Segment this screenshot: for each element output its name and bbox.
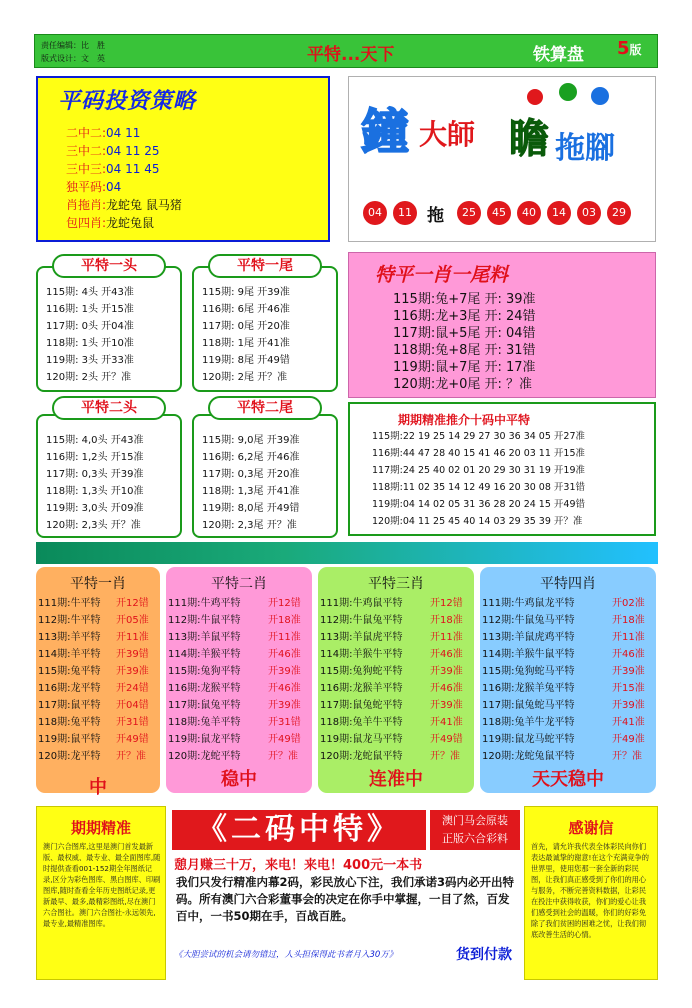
red-ball-decoration: [527, 89, 543, 105]
pingte-yitou-title: 平特一头: [52, 254, 166, 278]
row-label: 111期:牛平特: [38, 598, 101, 609]
pingte-row: 117期: 0,3尾 开20准: [202, 469, 300, 480]
row-result: 开24错: [116, 683, 149, 694]
column-row: [482, 697, 645, 714]
column-row: [38, 646, 149, 663]
row-result: 开11准: [116, 632, 149, 643]
column-row: [320, 629, 463, 646]
column-slogan: 中: [89, 777, 107, 798]
ad-footnote: 《大胆尝试的机会请勿错过，人头担保得此书者月入30万》: [174, 950, 398, 960]
row-result: 开31错: [116, 717, 149, 728]
pingte-row: 119期: 3,0头 开09准: [46, 503, 144, 514]
row-label: 120期:龙蛇兔鼠平特: [482, 751, 575, 762]
pingte-row: 118期: 1,3尾 开41准: [202, 486, 300, 497]
row-label: 115期:兔狗平特: [168, 666, 241, 677]
column-row: [168, 612, 301, 629]
row-label: 113期:羊平特: [38, 632, 101, 643]
pingte-row: 115期: 9,0尾 开39准: [202, 435, 300, 446]
banner-side: [430, 810, 520, 850]
number-ball: 40: [517, 201, 541, 225]
pingte-row: 119期: 8,0尾 开49错: [202, 503, 300, 514]
row-label: 113期:羊鼠虎平特: [320, 632, 403, 643]
row-label: 114期:羊猴牛鼠平特: [482, 649, 575, 660]
tuojiao-chars: 拖腳: [555, 131, 615, 166]
row-label: 119期:鼠龙平特: [168, 734, 241, 745]
credits: [41, 39, 105, 65]
row-result: 开49错: [268, 734, 301, 745]
row-result: 开02准: [612, 598, 645, 609]
column-row: [320, 663, 463, 680]
dashi-chars: 大師: [419, 118, 476, 151]
row-result: 开49错: [116, 734, 149, 745]
row-label: 116期:龙猴平特: [168, 683, 241, 694]
divider-band: [36, 542, 658, 564]
row-result: 开49错: [430, 734, 463, 745]
row-result: 开39准: [430, 666, 463, 677]
ten-codes-row: 120期:04 11 25 45 40 14 03 29 35 39 开？准: [372, 516, 583, 527]
edition-suffix: 版: [629, 43, 642, 57]
column-row: [320, 714, 463, 731]
strategy-value: 龙蛇兔鼠: [106, 216, 155, 230]
ten-codes-title: 期期精准推介十码中平特: [398, 413, 531, 427]
pingte-row: 120期: 2,3头 开？准: [46, 520, 141, 531]
strategy-row: [66, 160, 159, 178]
left-ad-title: 期期精准: [70, 819, 131, 837]
number-ball: 11: [393, 201, 417, 225]
bottom-section: [36, 806, 658, 980]
pingte-row: 117期: 0头 开04准: [46, 321, 134, 332]
column-row: [168, 629, 301, 646]
strategy-row: [66, 124, 140, 142]
row-label: 117期:鼠兔平特: [168, 700, 241, 711]
pingte-yiwei-box: [192, 266, 338, 392]
number-ball: 45: [487, 201, 511, 225]
column-row: [38, 697, 149, 714]
row-label: 117期:鼠兔蛇平特: [320, 700, 403, 711]
row-label: 118期:兔羊牛平特: [320, 717, 403, 728]
pingte-ertou-box: [36, 414, 182, 538]
row-label: 117期:鼠兔蛇马平特: [482, 700, 575, 711]
row-label: 118期:兔羊牛龙平特: [482, 717, 575, 728]
column-3: [318, 567, 474, 793]
column-row: [482, 680, 645, 697]
column-row: [38, 731, 149, 748]
yixiao-yiwei-box: [348, 252, 656, 398]
row-label: 112期:牛平特: [38, 615, 101, 626]
ten-codes-box: [348, 402, 656, 536]
page-header: [34, 34, 658, 68]
yixiao-row: 116期:龙+3尾 开: 24错: [393, 309, 536, 324]
column-row: [38, 595, 149, 612]
column-row: [168, 646, 301, 663]
row-label: 114期:羊猴平特: [168, 649, 241, 660]
zhong-dashi-box: [348, 76, 656, 242]
row-label: 115期:兔狗蛇平特: [320, 666, 403, 677]
pingte-row: 115期: 4,0头 开43准: [46, 435, 144, 446]
row-result: 开39准: [612, 666, 645, 677]
strategy-key: 包四肖:: [66, 216, 107, 230]
column-row: [168, 714, 301, 731]
pingte-erwei-box: [192, 414, 338, 538]
column-row: [482, 629, 645, 646]
row-result: 开39准: [612, 700, 645, 711]
strategy-value: 04 11: [106, 126, 141, 140]
yixiao-row: 115期:兔+7尾 开: 39准: [393, 292, 536, 307]
row-result: 开11准: [612, 632, 645, 643]
column-row: [38, 714, 149, 731]
pingte-row: 116期: 1,2头 开15准: [46, 452, 144, 463]
pingte-row: 118期: 1头 开10准: [46, 338, 134, 349]
strategy-key: 三中二:: [66, 144, 107, 158]
row-result: 开46准: [612, 649, 645, 660]
editor-line: 责任编辑：比 胜: [41, 41, 105, 50]
money-line: 憩月赚三十万，来电！来电！400元一本书: [174, 858, 423, 873]
row-result: 开39准: [116, 666, 149, 677]
pingte-row: 117期: 0尾 开20准: [202, 321, 290, 332]
zhan-char: 瞻: [509, 116, 549, 162]
strategy-key: 肖拖肖:: [66, 198, 107, 212]
row-result: 开41准: [612, 717, 645, 728]
number-ball: 03: [577, 201, 601, 225]
column-row: [482, 714, 645, 731]
row-label: 112期:牛鼠兔马平特: [482, 615, 575, 626]
row-label: 113期:羊鼠平特: [168, 632, 241, 643]
number-ball: 04: [363, 201, 387, 225]
thanks-text: 首先，请允许我代表全体彩民向你们表达最诚挚的谢意!在这个充满竞争的世界里，使用您那一套全新的彩民图，让我们真正感受到了你们的用心与服务，不断完善资料数据，让彩民在投注中获得收获，你们的爱心让我们感受到社会的温暖，你们的好彩免除了我们贫困的困难之忧，让我们彻底改善生活的心情。: [531, 842, 649, 939]
pingte-yitou-box: [36, 266, 182, 392]
tuo-label: 拖: [427, 206, 444, 226]
center-ad: [168, 806, 522, 980]
ten-codes-row: 117期:24 25 40 02 01 20 29 30 31 19 开19准: [372, 465, 586, 476]
row-result: 开12错: [430, 598, 463, 609]
pingte-row: 116期: 6,2尾 开46准: [202, 452, 300, 463]
number-ball: 29: [607, 201, 631, 225]
pingte-row: 116期: 6尾 开46准: [202, 304, 290, 315]
row-result: 开12错: [268, 598, 301, 609]
column-title: 平特一肖: [70, 576, 126, 592]
row-result: 开49准: [612, 734, 645, 745]
pingte-row: 118期: 1,3头 开10准: [46, 486, 144, 497]
row-label: 115期:兔狗蛇马平特: [482, 666, 575, 677]
pingte-row: 117期: 0,3头 开39准: [46, 469, 144, 480]
cod-label: 货到付款: [456, 947, 512, 963]
row-label: 116期:龙猴羊兔平特: [482, 683, 575, 694]
row-label: 118期:兔平特: [38, 717, 101, 728]
row-result: 开46准: [268, 683, 301, 694]
number-ball: 25: [457, 201, 481, 225]
pingte-row: 120期: 2头 开？准: [46, 372, 132, 383]
row-label: 114期:羊平特: [38, 649, 101, 660]
strategy-row: [66, 214, 154, 232]
strategy-value: 龙蛇兔 鼠马猪: [106, 198, 182, 212]
column-row: [320, 731, 463, 748]
row-result: 开04错: [116, 700, 149, 711]
ad-body-text: 我们只发行精准内幕2码，彩民放心下注，我们承诺3码内必开出特码。所有澳门六合彩董事会的决定在你手中掌握，一目了然，百发百中，一书50期在手，百战百胜。: [176, 875, 514, 923]
column-row: [38, 629, 149, 646]
row-label: 120期:龙蛇鼠平特: [320, 751, 403, 762]
row-label: 117期:鼠平特: [38, 700, 101, 711]
row-label: 116期:龙猴羊平特: [320, 683, 403, 694]
column-title: 平特三肖: [368, 576, 424, 592]
column-row: [168, 731, 301, 748]
row-result: 开15准: [612, 683, 645, 694]
column-row: [38, 612, 149, 629]
pingte-row: 115期: 9尾 开39准: [202, 287, 290, 298]
row-label: 120期:龙蛇平特: [168, 751, 241, 762]
edition-label: [617, 38, 642, 59]
pingte-yiwei-title: 平特一尾: [208, 254, 322, 278]
yixiao-row: 119期:鼠+7尾 开: 17准: [393, 360, 536, 375]
strategy-box: [36, 76, 330, 242]
thanks-title: 感谢信: [568, 819, 614, 837]
row-result: 开39错: [116, 649, 149, 660]
strategy-row: [66, 178, 121, 196]
pingte-row: 120期: 2尾 开？准: [202, 372, 288, 383]
pingte-ertou-title: 平特二头: [52, 396, 166, 420]
column-slogan: 稳中: [221, 769, 257, 790]
number-ball: 14: [547, 201, 571, 225]
edition-number: 5: [617, 38, 630, 59]
row-label: 114期:羊猴牛平特: [320, 649, 403, 660]
column-row: [168, 663, 301, 680]
row-result: 开11准: [430, 632, 463, 643]
column-2: [166, 567, 312, 793]
ten-codes-row: 115期:22 19 25 14 29 27 30 36 34 05 开27准: [372, 431, 586, 442]
strategy-row: [66, 142, 159, 160]
row-label: 119期:鼠平特: [38, 734, 101, 745]
row-label: 111期:牛鸡鼠平特: [320, 598, 403, 609]
strategy-value: 04 11 45: [106, 162, 160, 176]
pingte-row: 120期: 2,3尾 开？准: [202, 520, 297, 531]
column-row: [320, 680, 463, 697]
ten-codes-row: 119期:04 14 02 05 31 36 28 20 24 15 开49错: [372, 499, 586, 510]
yixiao-row: 120期:龙+0尾 开: ？准: [393, 377, 533, 392]
strategy-title: 平码投资策略: [58, 89, 197, 114]
row-label: 111期:牛鸡鼠龙平特: [482, 598, 575, 609]
banner-side-line: 正版六合彩料: [442, 832, 508, 845]
row-label: 119期:鼠龙马平特: [320, 734, 403, 745]
thanks-letter: [524, 806, 658, 980]
strategy-key: 独平码:: [66, 180, 107, 194]
column-row: [168, 748, 298, 765]
yixiao-row: 117期:鼠+5尾 开: 04错: [393, 326, 536, 341]
left-ad: [36, 806, 166, 980]
column-row: [320, 595, 463, 612]
column-row: [168, 595, 301, 612]
row-result: 开46准: [430, 683, 463, 694]
column-4: [480, 567, 656, 793]
row-label: 113期:羊鼠虎鸡平特: [482, 632, 575, 643]
row-result: 开39准: [268, 700, 301, 711]
column-row: [320, 646, 463, 663]
pingte-row: 115期: 4头 开43准: [46, 287, 134, 298]
column-row: [320, 697, 463, 714]
column-row: [38, 748, 146, 765]
strategy-key: 二中二:: [66, 126, 107, 140]
row-label: 111期:牛鸡平特: [168, 598, 241, 609]
row-result: 开39准: [430, 700, 463, 711]
row-result: 开46准: [430, 649, 463, 660]
column-row: [168, 697, 301, 714]
strategy-row: [66, 196, 182, 214]
row-result: 开46准: [268, 649, 301, 660]
column-row: [38, 663, 149, 680]
row-label: 119期:鼠龙马蛇平特: [482, 734, 575, 745]
zhong-char: 鐘: [361, 104, 410, 160]
pingte-row: 116期: 1头 开15准: [46, 304, 134, 315]
ten-codes-row: 116期:44 47 28 40 15 41 46 20 03 11 开15准: [372, 448, 586, 459]
row-result: 开？准: [612, 751, 642, 762]
row-result: 开39准: [268, 666, 301, 677]
yixiao-row: 118期:兔+8尾 开: 31错: [393, 343, 536, 358]
pingte-row: 119期: 3头 开33准: [46, 355, 134, 366]
strategy-key: 三中三:: [66, 162, 107, 176]
erma-banner: 《二码中特》: [172, 810, 426, 850]
row-label: 115期:兔平特: [38, 666, 101, 677]
designer-line: 版式设计：文 英: [41, 54, 105, 63]
left-ad-text: 澳门六合图库,这里是澳门首发最新版、最权威、最专业、最全面图库,随时提供查看001-152期全年图纸记录,区分为彩色图库、黑白图库、印刷图库,随时查看全年历史图纸记录,更新最早、最多,最精彩图纸,尽在澳门六合图社。澳门六合图社-永远领先,最专业,最精准图库。: [43, 842, 161, 928]
row-result: 开？准: [116, 751, 146, 762]
row-result: 开31错: [268, 717, 301, 728]
column-row: [482, 748, 642, 765]
row-result: 开05准: [116, 615, 149, 626]
row-label: 118期:兔羊平特: [168, 717, 241, 728]
row-label: 112期:牛鼠兔平特: [320, 615, 403, 626]
ten-codes-row: 118期:11 02 35 14 12 49 16 20 30 08 开31错: [372, 482, 586, 493]
row-result: 开18准: [612, 615, 645, 626]
green-ball-decoration: [559, 83, 577, 101]
header-center-title: 平特...天下: [307, 45, 395, 65]
row-result: 开12错: [116, 598, 149, 609]
row-result: 开11准: [268, 632, 301, 643]
column-row: [482, 595, 645, 612]
header-right-title: 铁算盘: [533, 45, 584, 65]
row-result: 开18准: [430, 615, 463, 626]
row-result: 开？准: [430, 751, 460, 762]
row-result: 开18准: [268, 615, 301, 626]
column-row: [482, 612, 645, 629]
column-row: [38, 680, 149, 697]
column-row: [168, 680, 301, 697]
yixiao-yiwei-title: 特平一肖一尾料: [375, 264, 509, 286]
column-title: 平特四肖: [540, 576, 596, 592]
row-label: 112期:牛鼠平特: [168, 615, 241, 626]
row-label: 120期:龙平特: [38, 751, 101, 762]
pingte-row: 119期: 8尾 开49错: [202, 355, 290, 366]
column-row: [320, 748, 460, 765]
pingte-row: 118期: 1尾 开41准: [202, 338, 290, 349]
strategy-value: 04: [106, 180, 122, 194]
column-1: [36, 567, 160, 798]
column-title: 平特二肖: [211, 576, 267, 592]
pingte-erwei-title: 平特二尾: [208, 396, 322, 420]
row-label: 116期:龙平特: [38, 683, 101, 694]
row-result: 开？准: [268, 751, 298, 762]
row-result: 开41准: [430, 717, 463, 728]
banner-side-line: 澳门马会原装: [442, 814, 508, 827]
column-row: [482, 731, 645, 748]
column-slogan: 天天稳中: [532, 769, 604, 790]
column-slogan: 连准中: [369, 769, 423, 790]
strategy-value: 04 11 25: [106, 144, 160, 158]
column-row: [482, 663, 645, 680]
blue-ball-decoration: [591, 87, 609, 105]
column-row: [482, 646, 645, 663]
column-row: [320, 612, 463, 629]
